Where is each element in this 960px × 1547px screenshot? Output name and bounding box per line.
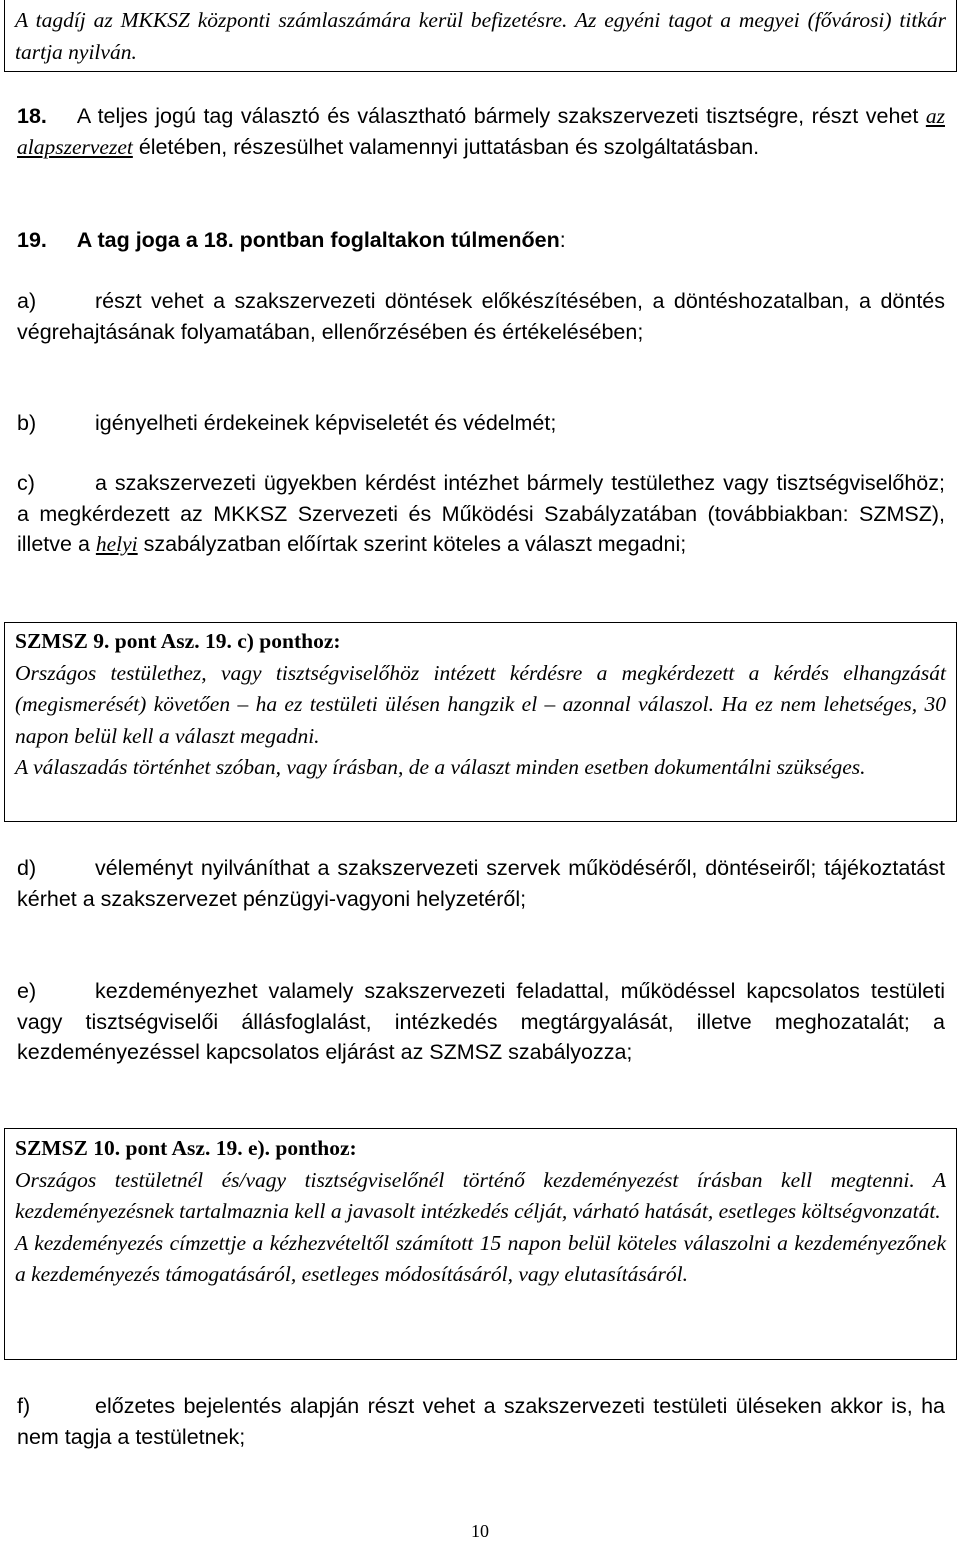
paragraph-19-heading [17,225,945,256]
list-item-f-label: f) [17,1394,31,1418]
paragraph-18-text-a: A teljes jogú tag választó és választható bármely szakszervezeti tisztségre, részt vehet [76,104,926,128]
list-item-b [17,408,945,439]
top-note-text: A tagdíj az MKKSZ központi számlaszámára kerül befizetésre. Az egyéni tagot a megyei (fővárosi) titkár tartja nyilván. [15,8,946,64]
list-item-c-text-a: a szakszervezeti ügyekben kérdést intézhet bármely testülethez vagy tisztségviselőhöz; a megkérdezett az MKKSZ Szervezeti és Működési Szabályzatában (továbbiakban: SZMSZ), illetve a [17,471,945,556]
list-item-c-label: c) [17,471,35,495]
list-item-c-underlined: helyi [95,532,138,556]
list-item-c [17,468,945,560]
list-item-a-label: a) [17,289,37,313]
szmsz-10-text-1: Országos testületnél és/vagy tisztségviselőnél történő kezdeményezést írásban kell megtenni. A kezdeményezésnek tartalmaznia kell a javasolt intézkedés célját, várható hatását, esetleges költségvonzatát. [15,1167,946,1223]
szmsz-10-box [4,1128,957,1360]
list-item-e-text: kezdeményezhet valamely szakszervezeti feladattal, működéssel kapcsolatos testületi vagy tisztségviselői állásfoglalást, intézkedés megtárgyalását, illetve meghozatalát; a kezdeményezéssel kapcsolatos eljárást az SZMSZ szabályozza; [17,979,945,1064]
paragraph-18-text-b: életében, részesülhet valamennyi juttatásban és szolgáltatásban. [132,134,760,159]
szmsz-9-text-2: A válaszadás történhet szóban, vagy írásban, de a választ minden esetben dokumentálni szükséges. [15,755,866,779]
list-item-d [17,853,945,914]
szmsz-9-text-1: Országos testülethez, vagy tisztségviselőhöz intézett kérdésre a megkérdezett a kérdés elhangzását (megismerését) követően – ha ez testületi ülésen hangzik el – azonnal válaszol. Ha ez nem lehetséges, 30 napon belül kell a választ megadni. [15,660,946,748]
paragraph-18-number: 18. [17,104,47,128]
szmsz-10-heading: SZMSZ 10. pont Asz. 19. e). ponthoz: [15,1136,357,1160]
list-item-e [17,976,945,1068]
list-item-b-label: b) [17,411,37,435]
szmsz-9-heading: SZMSZ 9. pont Asz. 19. c) ponthoz: [15,629,341,653]
list-item-a [17,286,945,347]
list-item-a-text: részt vehet a szakszervezeti döntések előkészítésében, a döntéshozatalban, a döntés végrehajtásának folyamatában, ellenőrzésében és értékelésében; [17,289,945,344]
list-item-f-text: előzetes bejelentés alapján részt vehet a szakszervezeti testületi üléseken akkor is, ha nem tagja a testületnek; [17,1394,945,1449]
szmsz-9-box [4,622,957,822]
list-item-f [17,1391,945,1452]
paragraph-19-colon: : [559,228,566,252]
page-number: 10 [471,1521,489,1541]
szmsz-10-text-2: A kezdeményezés címzettje a kézhezvételtől számított 15 napon belül köteles válaszolni a kezdeményezőnek a kezdeményezés támogatásáról, esetleges módosításáról, vagy elutasításáról. [15,1230,946,1286]
paragraph-18 [17,101,945,162]
paragraph-18-underlined: az alapszervezet [17,104,945,159]
paragraph-19-number: 19. [17,228,47,252]
list-item-e-label: e) [17,979,37,1003]
list-item-c-text-b: szabályzatban előírtak szerint köteles a választ megadni; [137,532,687,556]
top-note-box [4,0,957,72]
paragraph-19-title: A tag joga a 18. pontban foglaltakon túlmenően [76,228,560,252]
list-item-b-text: igényelheti érdekeinek képviseletét és védelmét; [95,411,557,435]
list-item-d-label: d) [17,856,37,880]
list-item-d-text: véleményt nyilváníthat a szakszervezeti szervek működéséről, döntéseiről; tájékoztatást kérhet a szakszervezet pénzügyi-vagyoni helyzetéről; [17,856,945,911]
